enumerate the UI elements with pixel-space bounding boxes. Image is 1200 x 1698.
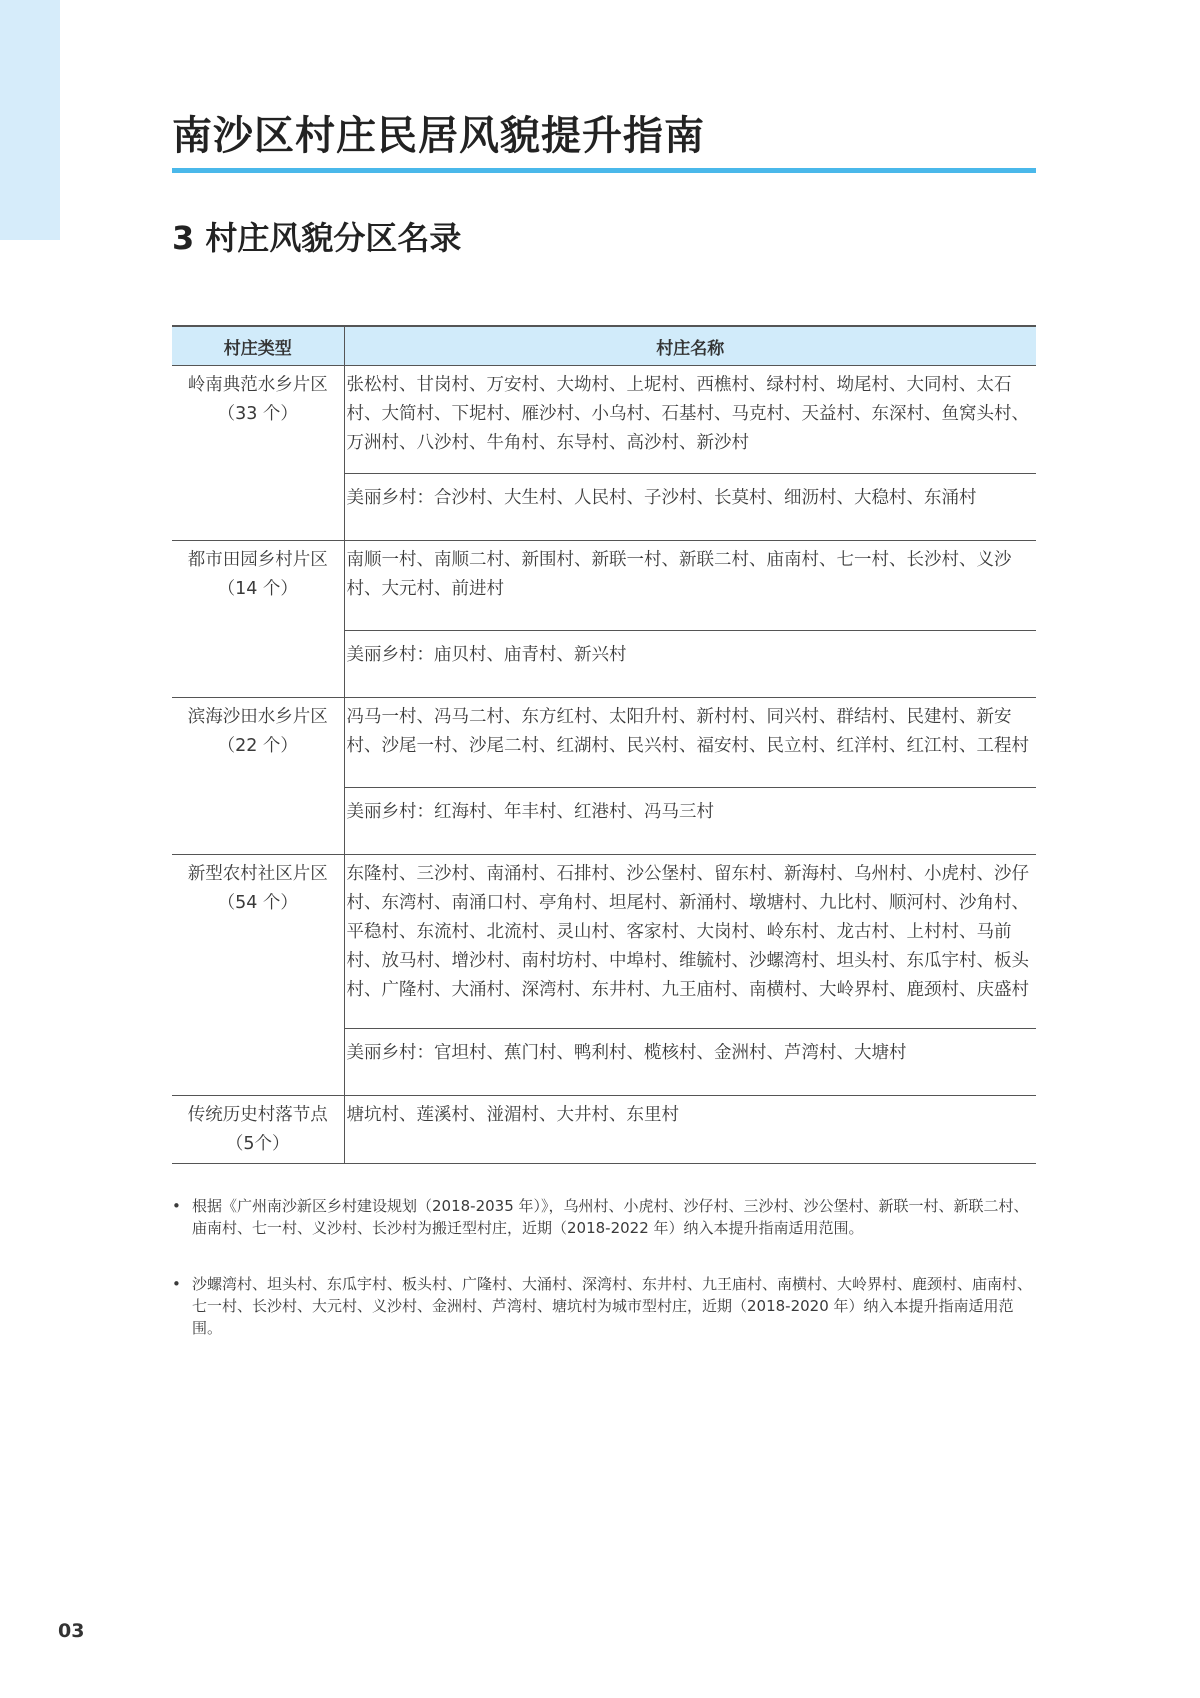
side-color-tab [0,0,60,240]
column-header-names: 村庄名称 [344,326,1036,366]
zone-type-label: 滨海沙田水乡片区 [187,707,328,727]
footnote-item [172,1195,1042,1239]
bullet-icon: • [172,1275,181,1293]
footnote-text: 沙螺湾村、坦头村、东瓜宇村、板头村、广隆村、大涌村、深湾村、东井村、九王庙村、南横村、大岭界村、鹿颈村、庙南村、七一村、长沙村、大元村、义沙村、金洲村、芦湾村、塘坑村为城市型村庄，近期（2018-2020 年）纳入本提升指南适用范围。 [192,1275,1033,1337]
table-row [172,1096,1036,1164]
footnotes [172,1195,1042,1373]
zone-type-label: 岭南典范水乡片区 [187,375,328,395]
zone-type-label: 新型农村社区片区 [187,864,328,884]
beautiful-villages-cell: 美丽乡村：红海村、年丰村、红港村、冯马三村 [344,788,1036,855]
village-directory-table [172,325,1036,1164]
beautiful-villages-cell: 美丽乡村：合沙村、大生村、人民村、子沙村、长莫村、细沥村、大稳村、东涌村 [344,474,1036,541]
village-names-cell: 塘坑村、莲溪村、湴湄村、大井村、东里村 [344,1096,1036,1164]
footnote-text: 根据《广州南沙新区乡村建设规划（2018-2035 年）》，乌州村、小虎村、沙仔村、三沙村、沙公堡村、新联一村、新联二村、庙南村、七一村、义沙村、长沙村为搬迁型村庄，近期（2018-2022 年）纳入本提升指南适用范围。 [192,1197,1029,1237]
table-row [172,855,1036,1029]
zone-village-count: （5个） [225,1134,290,1154]
document-title: 南沙区村庄民居风貌提升指南 [172,113,705,159]
title-underline [172,168,1036,173]
village-names-cell: 张松村、甘岗村、万安村、大坳村、上坭村、西樵村、绿村村、坳尾村、大同村、太石村、大简村、下坭村、雁沙村、小乌村、石基村、马克村、天益村、东深村、鱼窝头村、万洲村、八沙村、牛角村、东导村、高沙村、新沙村 [344,366,1036,474]
village-names-cell: 冯马一村、冯马二村、东方红村、太阳升村、新村村、同兴村、群结村、民建村、新安村、沙尾一村、沙尾二村、红湖村、民兴村、福安村、民立村、红洋村、红江村、工程村 [344,698,1036,788]
bullet-icon: • [172,1197,181,1215]
column-header-type: 村庄类型 [172,326,344,366]
zone-village-count: （22 个） [217,736,298,756]
zone-type-cell [172,541,344,698]
beautiful-villages-cell: 美丽乡村：庙贝村、庙青村、新兴村 [344,631,1036,698]
beautiful-villages-cell: 美丽乡村：官坦村、蕉门村、鸭利村、榄核村、金洲村、芦湾村、大塘村 [344,1029,1036,1096]
table-row [172,366,1036,474]
zone-type-cell [172,366,344,541]
zone-type-cell [172,1096,344,1164]
zone-type-label: 都市田园乡村片区 [187,550,328,570]
page-number: 03 [58,1620,85,1642]
table-header-row [172,326,1036,366]
zone-type-cell [172,855,344,1096]
table-row [172,541,1036,631]
village-names-cell: 南顺一村、南顺二村、新围村、新联一村、新联二村、庙南村、七一村、长沙村、义沙村、大元村、前进村 [344,541,1036,631]
zone-village-count: （54 个） [217,893,298,913]
zone-village-count: （14 个） [217,579,298,599]
table-row [172,698,1036,788]
zone-type-label: 传统历史村落节点 [187,1105,328,1125]
zone-type-cell [172,698,344,855]
village-names-cell: 东隆村、三沙村、南涌村、石排村、沙公堡村、留东村、新海村、乌州村、小虎村、沙仔村、东湾村、南涌口村、亭角村、坦尾村、新涌村、墩塘村、九比村、顺河村、沙角村、平稳村、东流村、北流村、灵山村、客家村、大岗村、岭东村、龙古村、上村村、马前村、放马村、增沙村、南村坊村、中埠村、维毓村、沙螺湾村、坦头村、东瓜宇村、板头村、广隆村、大涌村、深湾村、东井村、九王庙村、南横村、大岭界村、鹿颈村、庆盛村 [344,855,1036,1029]
section-heading: 3 村庄风貌分区名录 [172,219,462,257]
footnote-item [172,1273,1042,1339]
zone-village-count: （33 个） [217,404,298,424]
